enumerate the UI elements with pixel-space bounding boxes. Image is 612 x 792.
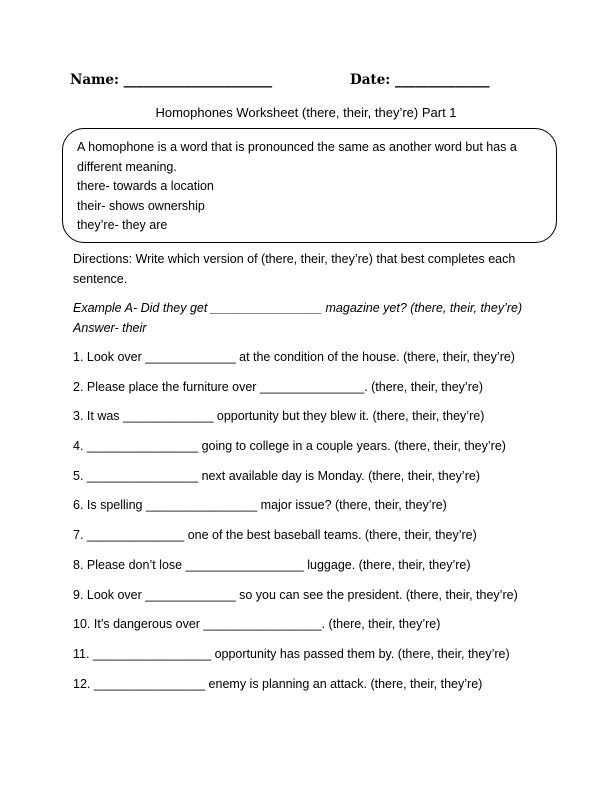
name-label: Name: <box>70 72 119 88</box>
example <box>73 299 553 338</box>
directions-line: sentence. <box>73 271 128 286</box>
definition-theyre: they’re- they are <box>77 218 168 232</box>
name-field <box>70 72 272 88</box>
date-blank[interactable]: ______________ <box>394 72 490 88</box>
question-10: 10. It’s dangerous over _________________. (there, their, they’re) <box>73 617 441 632</box>
worksheet-title: Homophones Worksheet (there, their, they’re) Part 1 <box>155 105 457 120</box>
name-blank[interactable]: ______________________ <box>123 72 273 88</box>
question-4: 4. ________________ going to college in a couple years. (there, their, they’re) <box>73 439 506 454</box>
definition-there: there- towards a location <box>77 179 214 193</box>
question-1: 1. Look over _____________ at the condition of the house. (there, their, they’re) <box>73 350 515 364</box>
definition-line: A homophone is a word that is pronounced the same as another word but has a <box>77 140 517 154</box>
question-list <box>73 347 518 703</box>
question-8: 8. Please don’t lose _________________ luggage. (there, their, they’re) <box>73 557 471 572</box>
definition-box <box>62 128 557 243</box>
question-2: 2. Please place the furniture over _______________. (there, their, they’re) <box>73 379 483 394</box>
question-3: 3. It was _____________ opportunity but they blew it. (there, their, they’re) <box>73 409 485 424</box>
directions <box>73 250 553 289</box>
date-label: Date: <box>350 72 391 88</box>
question-7: 7. ______________ one of the best baseball teams. (there, their, they’re) <box>73 528 477 543</box>
definition-their: their- shows ownership <box>77 198 205 213</box>
question-6: 6. Is spelling ________________ major issue? (there, their, they’re) <box>73 498 447 513</box>
date-field <box>350 72 489 88</box>
question-12: 12. ________________ enemy is planning an attack. (there, their, they’re) <box>73 676 483 691</box>
example-answer: Answer- their <box>73 320 147 335</box>
definition-line: different meaning. <box>77 159 177 174</box>
directions-line: Directions: Write which version of (there, their, they’re) that best completes each <box>73 252 516 266</box>
question-11: 11. _________________ opportunity has passed them by. (there, their, they’re) <box>73 646 510 661</box>
question-5: 5. ________________ next available day is Monday. (there, their, they’re) <box>73 468 480 483</box>
example-question: Example A- Did they get ________________ magazine yet? (there, their, they’re) <box>73 301 523 315</box>
question-9: 9. Look over _____________ so you can see the president. (there, their, they’re) <box>73 587 518 602</box>
